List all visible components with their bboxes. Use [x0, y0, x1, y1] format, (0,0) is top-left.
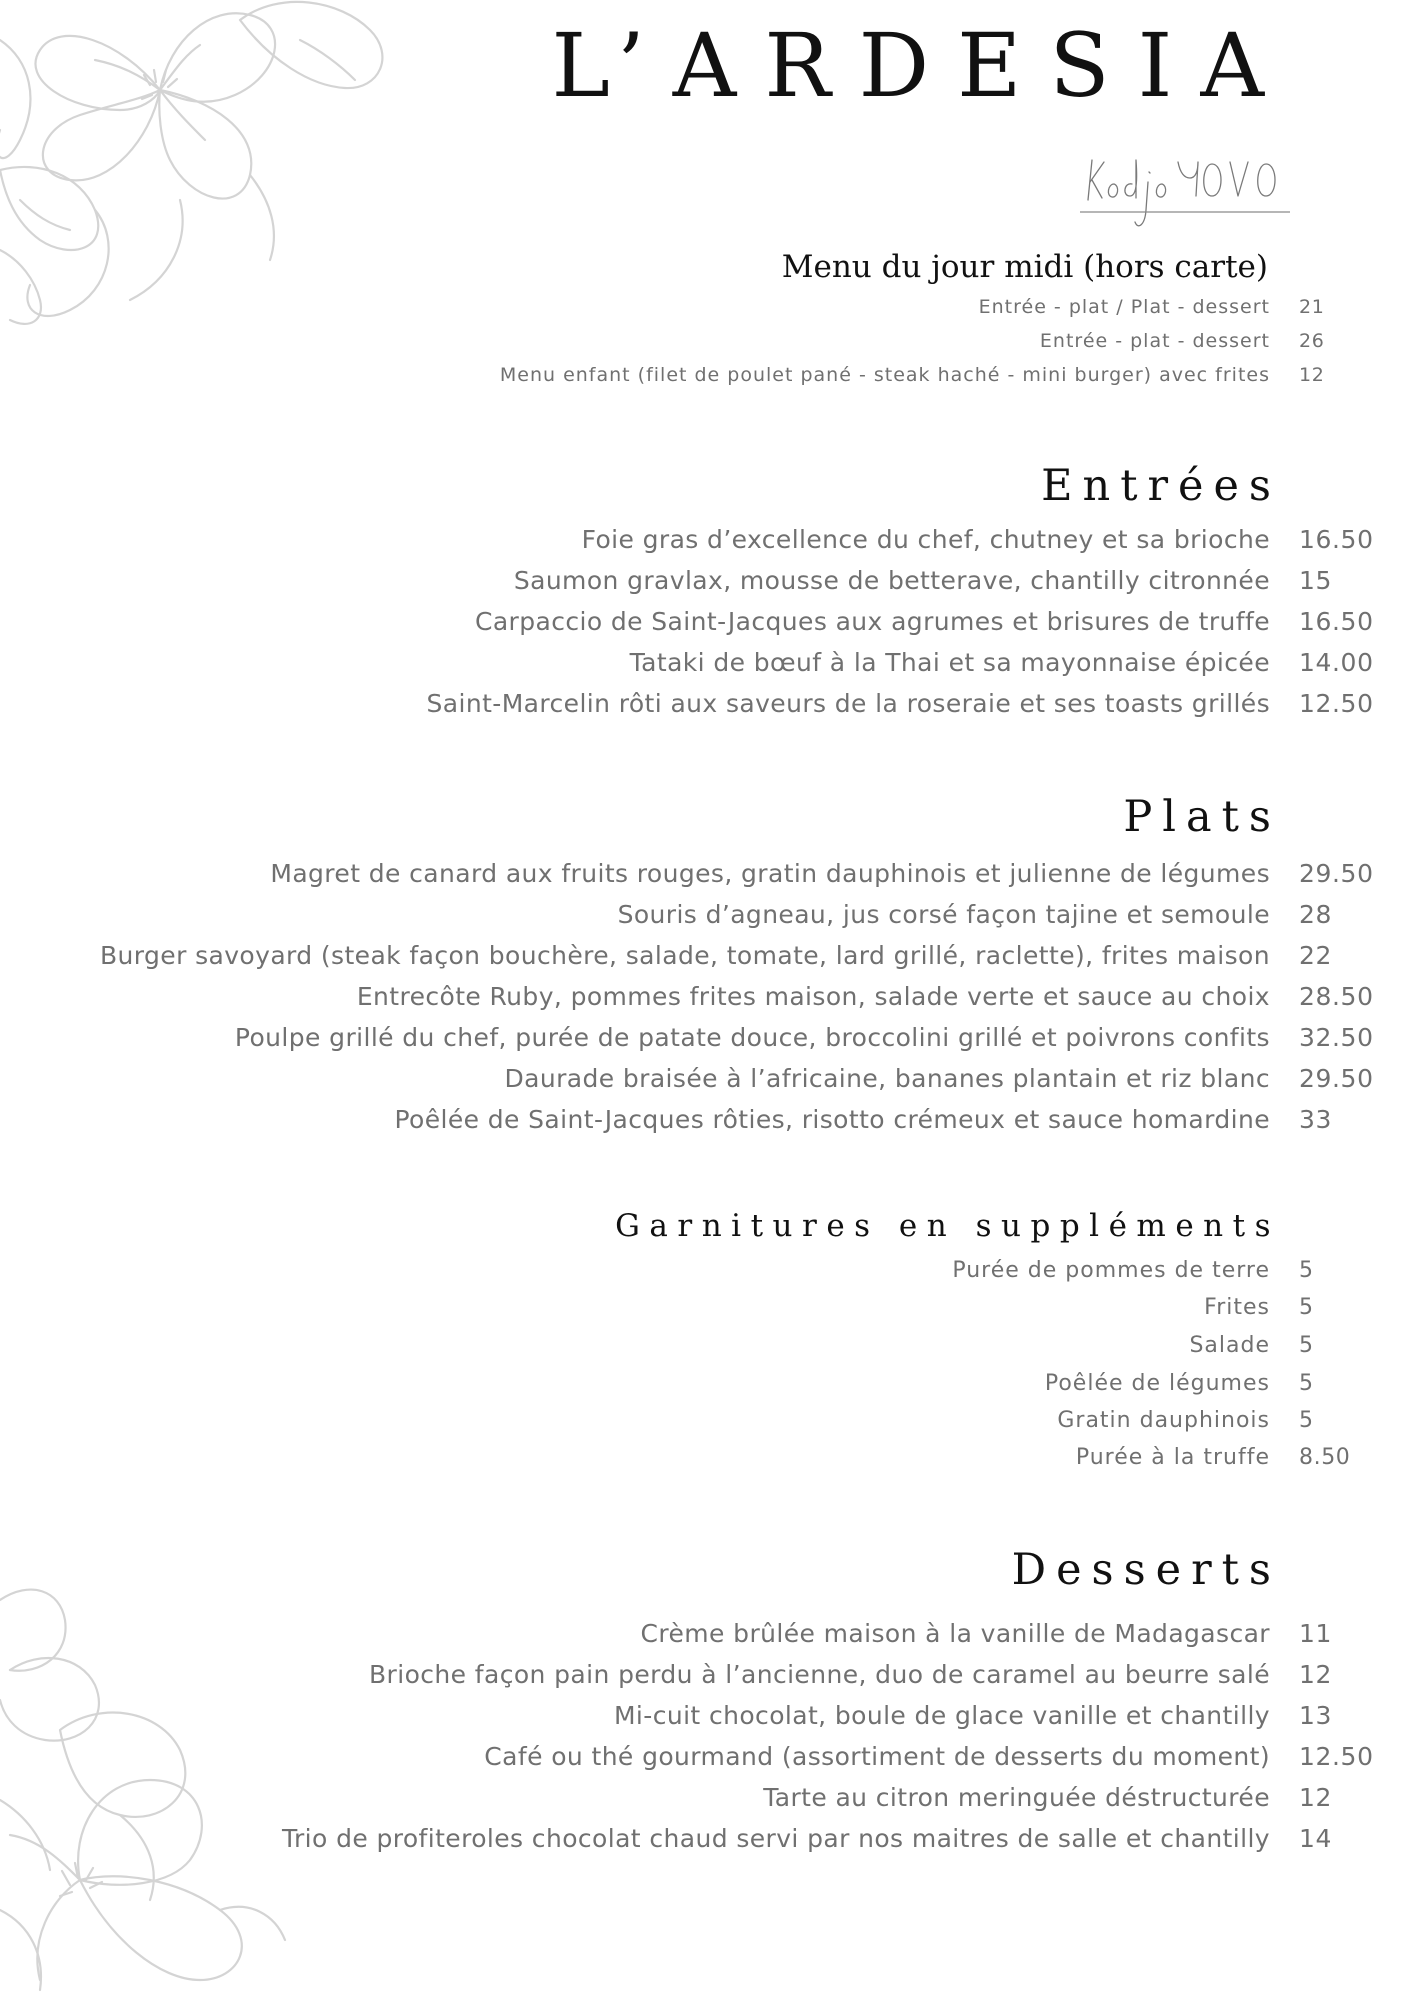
menu-item-name: Souris d’agneau, jus corsé façon tajine et semoule [617, 900, 1270, 929]
menu-item-name: Tataki de bœuf à la Thai et sa mayonnaise épicée [629, 648, 1270, 677]
menu-item-price: 5 [1299, 1408, 1314, 1433]
menu-item-name: Daurade braisée à l’africaine, bananes plantain et riz blanc [504, 1064, 1270, 1093]
floral-decoration-bottom-icon [0, 1580, 290, 2000]
menu-item-price: 12 [1299, 364, 1325, 386]
menu-item-name: Crème brûlée maison à la vanille de Madagascar [640, 1619, 1270, 1648]
menu-item-name: Poêlée de légumes [1044, 1371, 1270, 1396]
restaurant-name: L’ARDESIA [551, 14, 1292, 117]
menu-item-name: Brioche façon pain perdu à l’ancienne, duo de caramel au beurre salé [369, 1660, 1270, 1689]
menu-item-price: 28 [1299, 900, 1333, 929]
menu-item-price: 14 [1299, 1824, 1333, 1853]
menu-item-name: Entrée - plat / Plat - dessert [978, 296, 1270, 318]
menu-item-price: 12 [1299, 1783, 1333, 1812]
menu-item-name: Café ou thé gourmand (assortiment de desserts du moment) [484, 1742, 1270, 1771]
menu-item-name: Menu enfant (filet de poulet pané - steak haché - mini burger) avec frites [499, 364, 1270, 386]
menu-item-price: 29.50 [1299, 859, 1374, 888]
menu-item-price: 12.50 [1299, 689, 1374, 718]
menu-item-name: Tarte au citron meringuée déstructurée [763, 1783, 1270, 1812]
menu-item-name: Entrecôte Ruby, pommes frites maison, salade verte et sauce au choix [356, 982, 1270, 1011]
menu-du-jour-title: Menu du jour midi (hors carte) [781, 249, 1268, 285]
plats-title: Plats [1123, 792, 1281, 842]
menu-item-name: Saint-Marcelin rôti aux saveurs de la roseraie et ses toasts grillés [426, 689, 1270, 718]
menu-item-price: 5 [1299, 1333, 1314, 1358]
menu-item-price: 14.00 [1299, 648, 1374, 677]
menu-item-name: Trio de profiteroles chocolat chaud servi par nos maitres de salle et chantilly [282, 1824, 1270, 1853]
menu-item-name: Mi-cuit chocolat, boule de glace vanille et chantilly [613, 1701, 1270, 1730]
menu-item-price: 33 [1299, 1105, 1333, 1134]
menu-item-price: 5 [1299, 1371, 1314, 1396]
menu-item-name: Saumon gravlax, mousse de betterave, chantilly citronnée [513, 566, 1270, 595]
menu-item-price: 13 [1299, 1701, 1333, 1730]
menu-item-price: 29.50 [1299, 1064, 1374, 1093]
desserts-title: Desserts [1011, 1545, 1281, 1595]
menu-item-name: Foie gras d’excellence du chef, chutney et sa brioche [581, 525, 1270, 554]
menu-item-price: 5 [1299, 1295, 1314, 1320]
menu-item-price: 15 [1299, 566, 1333, 595]
floral-decoration-top-icon [0, 0, 400, 330]
menu-item-price: 32.50 [1299, 1023, 1374, 1052]
menu-item-price: 22 [1299, 941, 1333, 970]
menu-item-name: Gratin dauphinois [1057, 1408, 1270, 1433]
menu-item-price: 16.50 [1299, 525, 1374, 554]
garnitures-title: Garnitures en suppléments [615, 1208, 1280, 1244]
menu-item-price: 8.50 [1299, 1445, 1351, 1470]
menu-item-price: 16.50 [1299, 607, 1374, 636]
menu-item-price: 12.50 [1299, 1742, 1374, 1771]
menu-item-price: 11 [1299, 1619, 1333, 1648]
menu-item-price: 26 [1299, 330, 1325, 352]
menu-item-price: 5 [1299, 1258, 1314, 1283]
menu-item-name: Entrée - plat - dessert [1039, 330, 1270, 352]
menu-item-name: Salade [1189, 1333, 1270, 1358]
menu-item-price: 21 [1299, 296, 1325, 318]
menu-item-name: Purée à la truffe [1075, 1445, 1270, 1470]
menu-item-name: Burger savoyard (steak façon bouchère, salade, tomate, lard grillé, raclette), frites maison [99, 941, 1270, 970]
chef-signature-icon [1080, 140, 1290, 250]
menu-item-name: Poêlée de Saint-Jacques rôties, risotto crémeux et sauce homardine [394, 1105, 1270, 1134]
menu-item-name: Purée de pommes de terre [952, 1258, 1270, 1283]
menu-item-price: 12 [1299, 1660, 1333, 1689]
menu-item-price: 28.50 [1299, 982, 1374, 1011]
menu-item-name: Carpaccio de Saint-Jacques aux agrumes et brisures de truffe [474, 607, 1270, 636]
menu-item-name: Frites [1204, 1295, 1270, 1320]
entrees-title: Entrées [1041, 461, 1281, 511]
menu-item-name: Magret de canard aux fruits rouges, gratin dauphinois et julienne de légumes [270, 859, 1270, 888]
menu-item-name: Poulpe grillé du chef, purée de patate douce, broccolini grillé et poivrons confits [234, 1023, 1270, 1052]
